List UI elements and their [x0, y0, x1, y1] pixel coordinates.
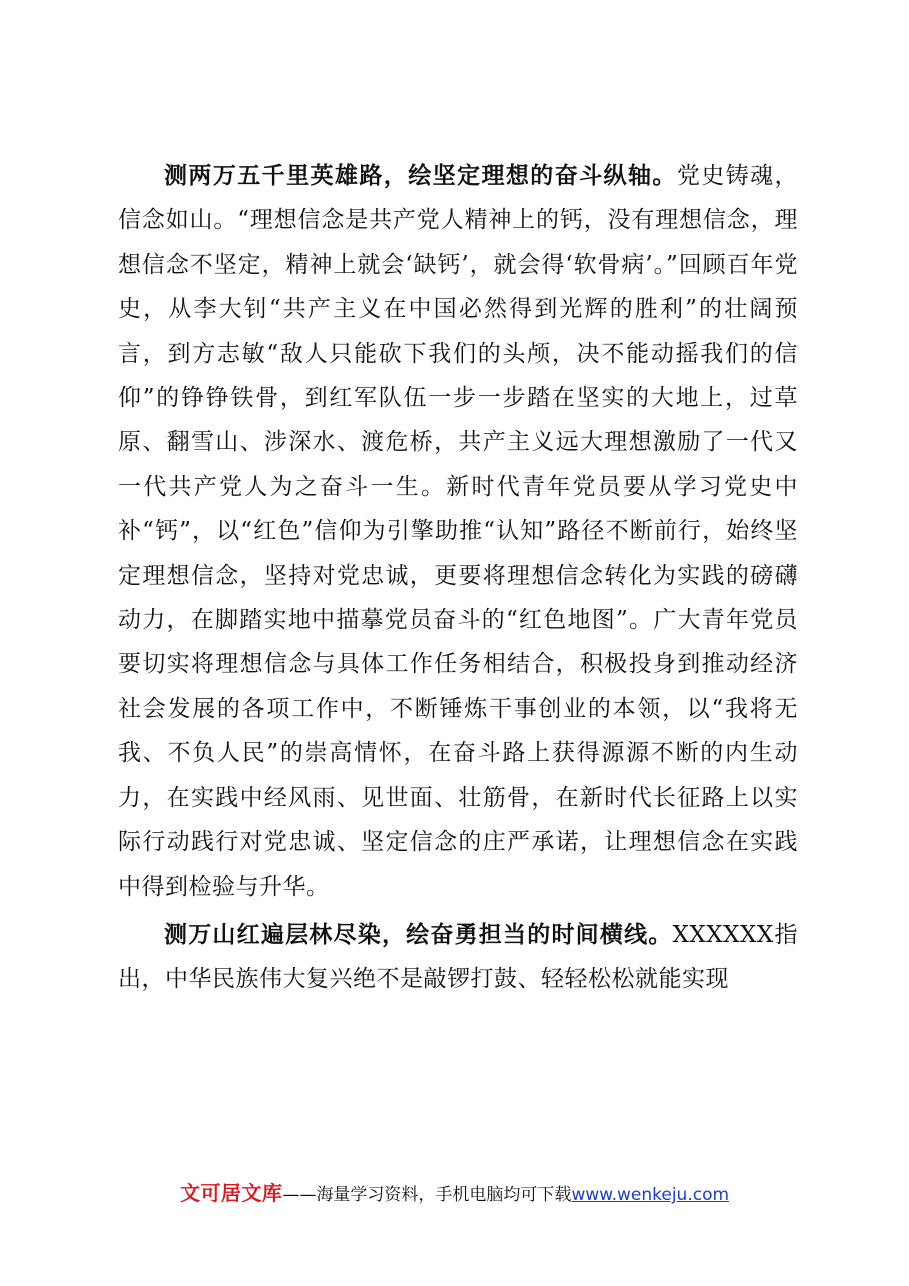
paragraph-2	[118, 913, 798, 1002]
page-footer	[0, 1181, 909, 1207]
footer-link[interactable]: www.wenkeju.com	[571, 1185, 730, 1205]
paragraph-1	[118, 154, 798, 909]
footer-brand: 文可居文库	[179, 1181, 283, 1205]
paragraph-1-body: 党史铸魂，信念如山。“理想信念是共产党人精神上的钙，没有理想信念，理想信念不坚定，精神上就会‘缺钙’，就会得‘软骨病’。”回顾百年党史，从李大钊“共产主义在中国必然得到光辉的胜利”的壮阔预言，到方志敏“敌人只能砍下我们的头颅，决不能动摇我们的信仰”的铮铮铁骨，到红军队伍一步一步踏在坚实的大地上，过草原、翻雪山、涉深水、渡危桥，共产主义远大理想激励了一代又一代共产党人为之奋斗一生。新时代青年党员要从学习党史中补“钙”，以“红色”信仰为引擎助推“认知”路径不断前行，始终坚定理想信念，坚持对党忠诚，更要将理想信念转化为实践的磅礴动力，在脚踏实地中描摹党员奋斗的“红色地图”。广大青年党员要切实将理想信念与具体工作任务相结合，积极投身到推动经济社会发展的各项工作中，不断锤炼干事创业的本领，以“我将无我、不负人民”的崇高情怀，在奋斗路上获得源源不断的内生动力，在实践中经风雨、见世面、壮筋骨，在新时代长征路上以实际行动践行对党忠诚、坚定信念的庄严承诺，让理想信念在实践中得到检验与升华。	[118, 163, 799, 900]
footer-tagline: ——海量学习资料，手机电脑均可下载	[282, 1185, 572, 1205]
document-body	[118, 154, 798, 1002]
paragraph-2-heading: 测万山红遍层林尽染，绘奋勇担当的时间横线。	[164, 921, 673, 948]
paragraph-2-body: XXXXXX指出，中华民族伟大复兴绝不是敲锣打鼓、轻轻松松就能实现	[118, 921, 799, 993]
paragraph-1-heading: 测两万五千里英雄路，绘坚定理想的奋斗纵轴。	[164, 163, 677, 189]
